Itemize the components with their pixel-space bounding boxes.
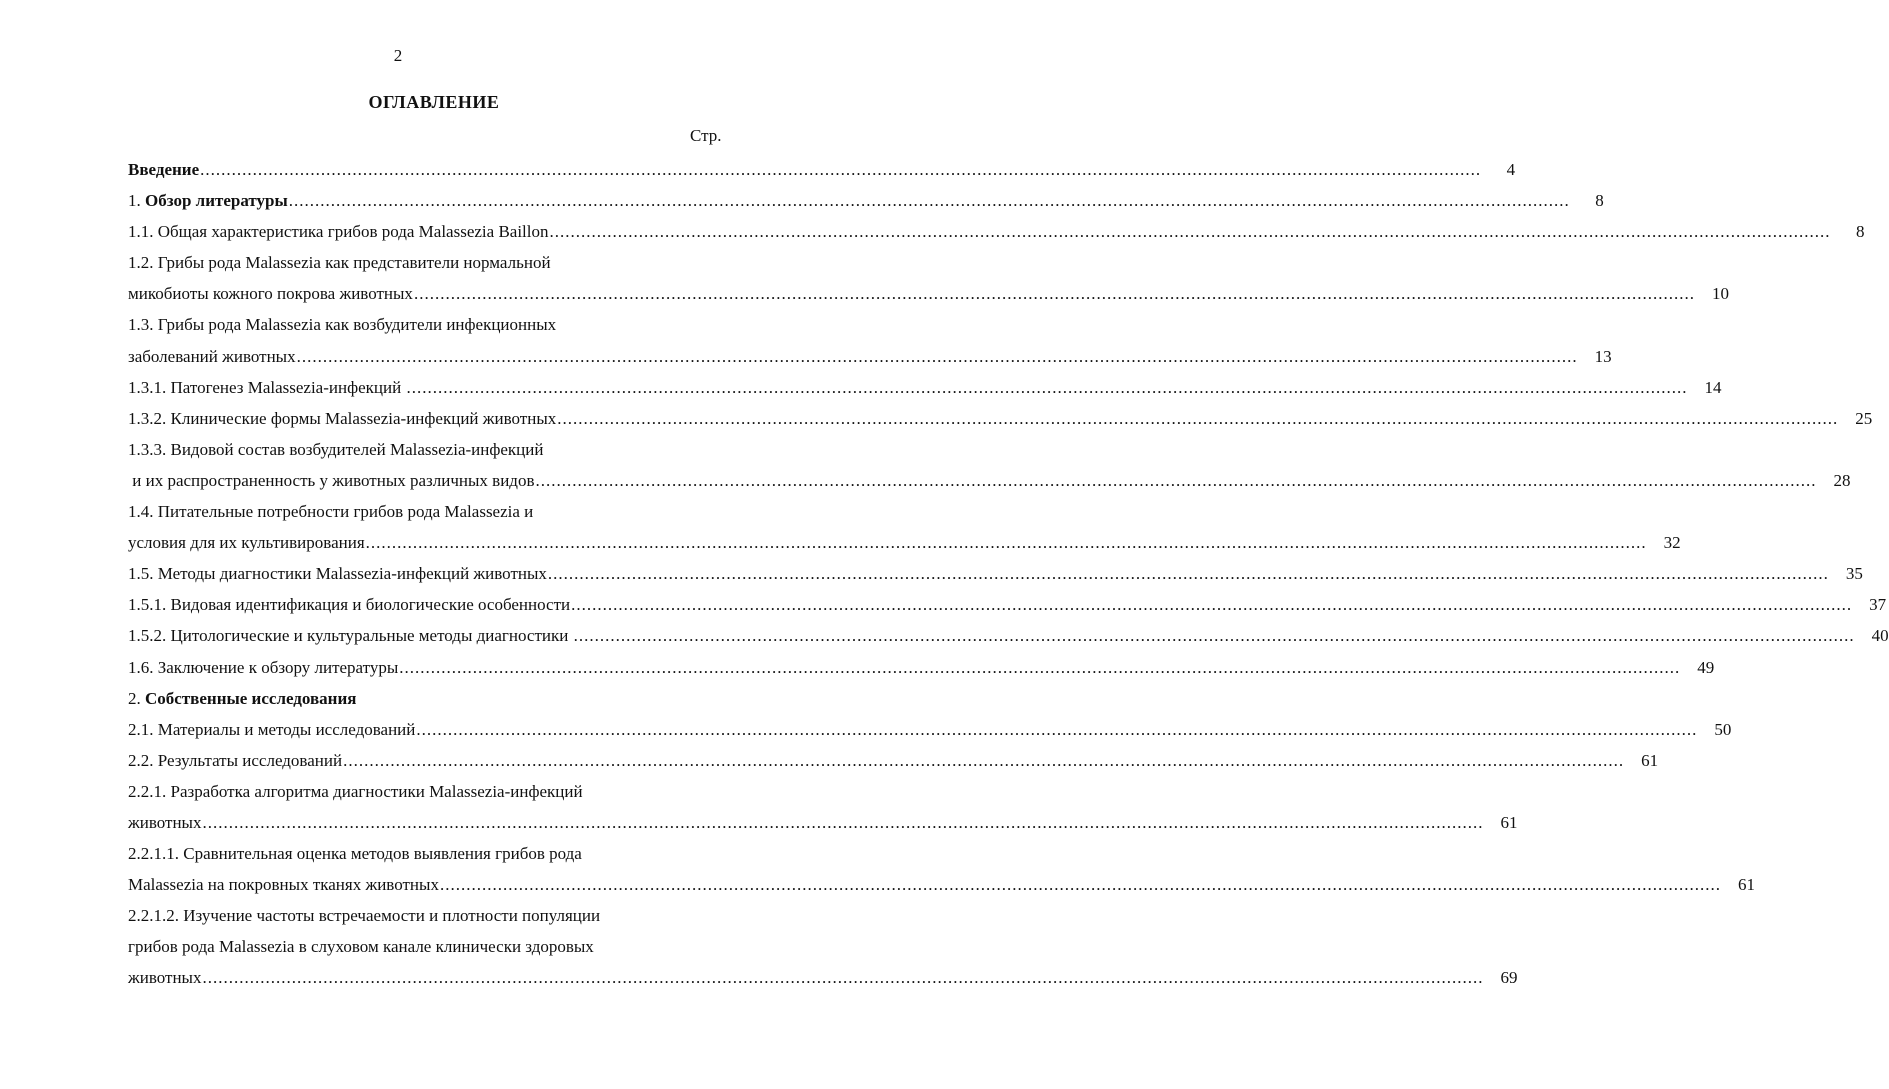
page-column-header: Стр. bbox=[690, 126, 722, 145]
toc-entry-page: 61 bbox=[1641, 750, 1659, 770]
toc-entry-title: 1.2. Грибы рода Malassezia как представители нормальной bbox=[128, 253, 551, 273]
toc-entry-page: 28 bbox=[1833, 470, 1851, 490]
toc-leader-dots bbox=[399, 652, 1680, 683]
toc-entry-title: 1.3.3. Видовой состав возбудителей Malassezia-инфекций bbox=[128, 439, 544, 459]
toc-leader-dots bbox=[550, 216, 1831, 247]
toc-entry-title: Malassezia на покровных тканях животных bbox=[128, 875, 439, 895]
toc-entry bbox=[128, 900, 713, 931]
toc-entry-page: 61 bbox=[1737, 875, 1755, 895]
toc-entry-page: 69 bbox=[1500, 968, 1518, 988]
toc-leader-dots bbox=[289, 185, 1570, 216]
toc-entry bbox=[128, 869, 1755, 900]
toc-entry bbox=[128, 372, 1722, 403]
toc-entry bbox=[128, 620, 1889, 651]
toc-entry-title: Собственные исследования bbox=[145, 688, 357, 708]
toc-entry-page: 4 bbox=[1506, 160, 1516, 179]
toc-entry-page: 25 bbox=[1855, 408, 1873, 428]
toc-entry-title: микобиоты кожного покрова животных bbox=[128, 284, 413, 304]
toc-entry bbox=[128, 496, 713, 527]
toc-entry bbox=[128, 776, 713, 807]
toc-leader-dots bbox=[574, 620, 1855, 651]
toc-leader-dots bbox=[366, 527, 1647, 558]
toc-entry-title: животных bbox=[128, 968, 202, 988]
toc-entry-page: 13 bbox=[1594, 346, 1612, 366]
toc-entry-title: 2.2. Результаты исследований bbox=[128, 750, 343, 770]
toc-entry-title: животных bbox=[128, 812, 202, 832]
toc-entry bbox=[128, 683, 713, 714]
toc-entry-title: условия для их культивирования bbox=[128, 533, 365, 553]
toc-entry-title: 1.3.2. Клинические формы Malassezia-инфекций животных bbox=[128, 408, 557, 428]
toc-leader-dots bbox=[535, 465, 1816, 496]
toc-entry-number: 2. bbox=[128, 688, 145, 708]
toc-entry bbox=[128, 838, 713, 869]
page-title: ОГЛАВЛЕНИЕ bbox=[368, 92, 500, 112]
toc-entry-page: 32 bbox=[1663, 533, 1681, 553]
toc-entry bbox=[128, 185, 1604, 216]
toc-leader-dots bbox=[202, 807, 1483, 838]
toc-entry bbox=[128, 403, 1873, 434]
toc-entry-title: 1.5.1. Видовая идентификация и биологические особенности bbox=[128, 595, 571, 615]
toc-entry-page: 40 bbox=[1871, 626, 1889, 646]
toc-leader-dots bbox=[297, 341, 1578, 372]
toc-entry-title: 1.5. Методы диагностики Malassezia-инфекций животных bbox=[128, 564, 547, 584]
toc-entry-page: 8 bbox=[1595, 191, 1604, 211]
toc-leader-dots bbox=[440, 869, 1721, 900]
toc-entry-page: 35 bbox=[1845, 564, 1863, 584]
toc-entry-page: 8 bbox=[1856, 222, 1865, 242]
toc-entry bbox=[128, 807, 1518, 838]
toc-entry-title: заболеваний животных bbox=[128, 346, 296, 366]
toc-entry bbox=[128, 247, 713, 278]
toc-entry bbox=[128, 931, 713, 962]
toc-entry-title: Введение bbox=[128, 160, 200, 179]
toc-leader-dots bbox=[200, 154, 1481, 185]
page-number: 2 bbox=[393, 46, 403, 65]
toc-entry-page: 61 bbox=[1500, 812, 1518, 832]
toc-entry bbox=[128, 714, 1732, 745]
toc-entry-title: грибов рода Malassezia в слуховом канале клинически здоровых bbox=[128, 937, 594, 957]
toc-entry-page: 37 bbox=[1869, 595, 1887, 615]
toc-entry bbox=[128, 341, 1612, 372]
toc-entry-title: Обзор литературы bbox=[145, 191, 288, 211]
toc-entry bbox=[128, 745, 1659, 776]
toc-entry-title: 1.6. Заключение к обзору литературы bbox=[128, 657, 399, 677]
toc-entry-title: 1.3.1. Патогенез Malassezia-инфекций bbox=[128, 377, 406, 397]
toc-entry-page: 50 bbox=[1714, 719, 1732, 739]
toc-entry bbox=[128, 962, 1518, 993]
toc-entry bbox=[128, 154, 1516, 185]
toc-entry bbox=[128, 589, 1887, 620]
toc-entry bbox=[128, 434, 713, 465]
toc-entry-title: 1.5.2. Цитологические и культуральные методы диагностики bbox=[128, 626, 573, 646]
toc-leader-dots bbox=[343, 745, 1624, 776]
toc-entry bbox=[128, 465, 1851, 496]
toc-entry-page: 49 bbox=[1697, 657, 1715, 677]
toc-entry bbox=[128, 309, 713, 340]
toc-entry-title: и их распространенность у животных различных видов bbox=[128, 470, 535, 490]
toc-leader-dots bbox=[406, 372, 1687, 403]
toc-entry bbox=[128, 216, 1865, 247]
toc-entry-title: 1.1. Общая характеристика грибов рода Malassezia Baillon bbox=[128, 222, 549, 242]
toc-leader-dots bbox=[548, 558, 1829, 589]
toc-leader-dots bbox=[571, 589, 1852, 620]
toc-entry-title: 2.2.1. Разработка алгоритма диагностики Malassezia-инфекций bbox=[128, 781, 583, 801]
toc-entry bbox=[128, 652, 1715, 683]
toc-entry-number: 1. bbox=[128, 191, 145, 211]
toc-entry-page: 14 bbox=[1704, 377, 1722, 397]
table-of-contents bbox=[128, 154, 1889, 994]
toc-entry-title: 2.2.1.1. Сравнительная оценка методов выявления грибов рода bbox=[128, 844, 582, 864]
toc-entry-page: 10 bbox=[1711, 284, 1729, 304]
toc-leader-dots bbox=[416, 714, 1697, 745]
toc-entry-title: 2.2.1.2. Изучение частоты встречаемости и плотности популяции bbox=[128, 906, 601, 926]
toc-leader-dots bbox=[414, 278, 1695, 309]
toc-leader-dots bbox=[202, 962, 1483, 993]
toc-leader-dots bbox=[557, 403, 1838, 434]
toc-entry bbox=[128, 278, 1729, 309]
toc-entry bbox=[128, 558, 1863, 589]
toc-entry-title: 2.1. Материалы и методы исследований bbox=[128, 719, 416, 739]
toc-entry bbox=[128, 527, 1681, 558]
toc-entry-title: 1.4. Питательные потребности грибов рода Malassezia и bbox=[128, 502, 534, 522]
toc-entry-title: 1.3. Грибы рода Malassezia как возбудители инфекционных bbox=[128, 315, 557, 335]
